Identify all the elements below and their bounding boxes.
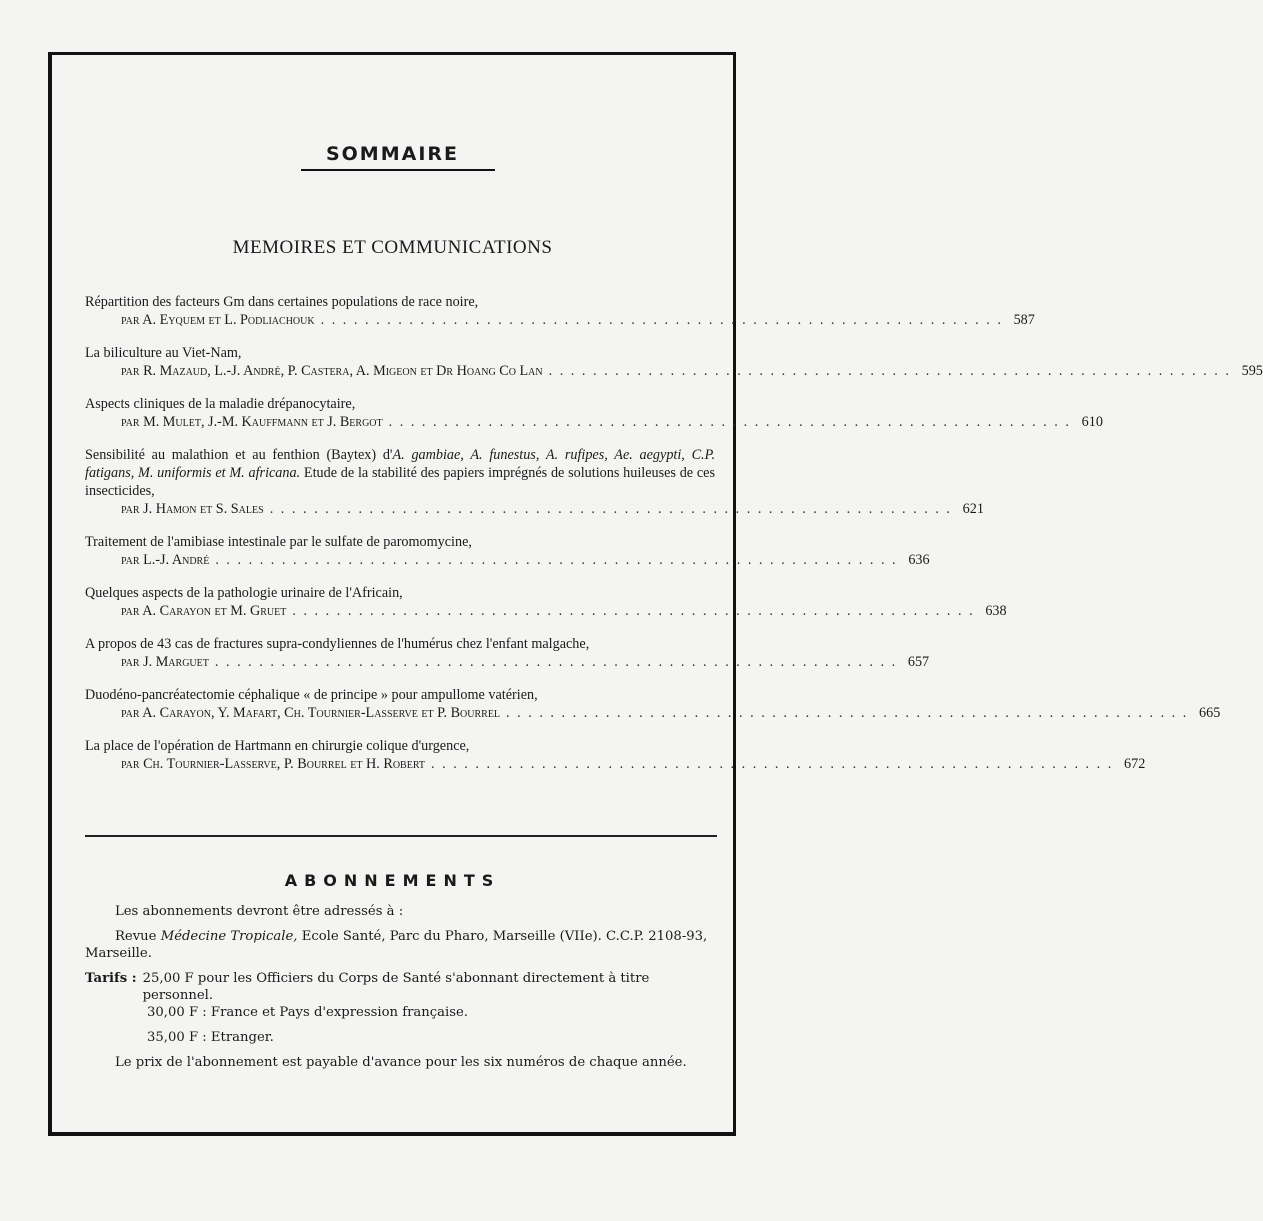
toc-entry-page: 657 (907, 654, 930, 670)
abonnements-intro: Les abonnements devront être adressés à : (115, 904, 404, 919)
toc-entry-authors-line (85, 311, 1035, 329)
toc-entry-authors-line (85, 704, 1221, 722)
toc-entry-title-part: Etude de la stabilité des papiers imprégnés de solutions huileuses de ces insecticides, (85, 465, 715, 499)
toc-entry-authors-line (85, 413, 1103, 431)
toc-entry-authors: par A. Carayon, Y. Mafart, Ch. Tournier-Lasserve et P. Bourrel (121, 705, 501, 721)
table-of-contents (85, 293, 1263, 788)
toc-entry-authors: par L.-J. André (121, 552, 210, 568)
abonnements-heading: ABONNEMENTS (284, 871, 501, 890)
toc-entry-title (85, 446, 715, 500)
abonnements-address (85, 928, 711, 962)
toc-entry (85, 635, 930, 671)
tarif-row (85, 970, 711, 1004)
toc-entry-title: Quelques aspects de la pathologie urinaire de l'Africain, (85, 585, 403, 601)
leader-dots: . . . . . . . . . . . . . . . . . . . . . . . . . . . . . . . . . . . . . . . . . . . . . . . . . . . . . . . . . . . . . . (215, 552, 898, 568)
toc-entry (85, 533, 930, 569)
abonnements-block (85, 903, 711, 1079)
leader-dots: . . . . . . . . . . . . . . . . . . . . . . . . . . . . . . . . . . . . . . . . . . . . . . . . . . . . . . . . . . . . . . (320, 312, 1003, 328)
toc-entry-page: 610 (1081, 414, 1103, 430)
toc-entry-title-part: Sensibilité au malathion et au fenthion (Baytex) d' (85, 447, 393, 463)
toc-entry (85, 737, 1146, 773)
toc-entry-authors: par Ch. Tournier-Lasserve, P. Bourrel et H. Robert (121, 756, 426, 772)
toc-entry-authors: par J. Hamon et S. Sales (121, 501, 264, 517)
toc-entry (85, 344, 1263, 380)
toc-entry-page: 595 (1241, 363, 1263, 379)
tarifs-label: Tarifs : (85, 971, 137, 986)
toc-entry-title: A propos de 43 cas de fractures supra-condyliennes de l'humérus chez l'enfant malgache, (85, 636, 590, 652)
toc-entry (85, 446, 984, 518)
revue-prefix: Revue (115, 929, 161, 944)
toc-entry-page: 621 (962, 501, 984, 517)
leader-dots: . . . . . . . . . . . . . . . . . . . . . . . . . . . . . . . . . . . . . . . . . . . . . . . . . . . . . . . . . . . . . . (292, 603, 975, 619)
toc-entry-authors: par A. Carayon et M. Gruet (121, 603, 287, 619)
toc-entry-page: 587 (1013, 312, 1035, 328)
leader-dots: . . . . . . . . . . . . . . . . . . . . . . . . . . . . . . . . . . . . . . . . . . . . . . . . . . . . . . . . . . . . . . (431, 756, 1114, 772)
leader-dots: . . . . . . . . . . . . . . . . . . . . . . . . . . . . . . . . . . . . . . . . . . . . . . . . . . . . . . . . . . . . . . (506, 705, 1189, 721)
revue-name: Médecine Tropicale, (160, 929, 298, 944)
toc-entry-authors: par J. Marguet (121, 654, 209, 670)
toc-entry (85, 584, 1007, 620)
toc-entry-authors: par R. Mazaud, L.-J. André, P. Castera, A. Migeon et Dr Hoang Co Lan (121, 363, 543, 379)
toc-entry-page: 636 (908, 552, 930, 568)
leader-dots: . . . . . . . . . . . . . . . . . . . . . . . . . . . . . . . . . . . . . . . . . . . . . . . . . . . . . . . . . . . . . . (269, 501, 952, 517)
leader-dots: . . . . . . . . . . . . . . . . . . . . . . . . . . . . . . . . . . . . . . . . . . . . . . . . . . . . . . . . . . . . . . (548, 363, 1231, 379)
toc-entry-title: La biliculture au Viet-Nam, (85, 345, 242, 361)
leader-dots: . . . . . . . . . . . . . . . . . . . . . . . . . . . . . . . . . . . . . . . . . . . . . . . . . . . . . . . . . . . . . . (388, 414, 1071, 430)
sommaire-heading: SOMMAIRE (325, 143, 460, 165)
sommaire-underline (301, 169, 495, 171)
toc-entry-title: La place de l'opération de Hartmann en chirurgie colique d'urgence, (85, 738, 470, 754)
toc-entry-title: Traitement de l'amibiase intestinale par le sulfate de paromomycine, (85, 534, 472, 550)
toc-entry-title: Duodéno-pancréatectomie céphalique « de principe » pour ampullome vatérien, (85, 687, 538, 703)
toc-entry (85, 293, 1035, 329)
toc-entry-title: Aspects cliniques de la maladie drépanocytaire, (85, 396, 356, 412)
toc-entry-authors-line (85, 551, 930, 569)
leader-dots: . . . . . . . . . . . . . . . . . . . . . . . . . . . . . . . . . . . . . . . . . . . . . . . . . . . . . . . . . . . . . . (214, 654, 898, 670)
abonnements-note: Le prix de l'abonnement est payable d'avance pour les six numéros de chaque année. (115, 1055, 687, 1070)
toc-entry-page: 665 (1199, 705, 1221, 721)
toc-entry-authors-line (85, 500, 984, 518)
toc-entry-page: 672 (1124, 756, 1146, 772)
tarif-officiers: 25,00 F pour les Officiers du Corps de Santé s'abonnant directement à titre personnel. (142, 971, 650, 1003)
toc-entry-species: A. gambiae, A. funestus, A. rufipes, Ae. aegypti, C.P. fatigans, M. uniformis et M. africana. (85, 447, 715, 481)
toc-entry-title: Répartition des facteurs Gm dans certaines populations de race noire, (85, 294, 479, 310)
section-title: MEMOIRES ET COMMUNICATIONS (232, 237, 553, 258)
toc-entry-authors-line (85, 653, 930, 671)
tarif-etranger: 35,00 F : Etranger. (147, 1030, 274, 1045)
toc-entry (85, 395, 1103, 431)
toc-entry-authors: par M. Mulet, J.-M. Kauffmann et J. Bergot (121, 414, 383, 430)
section-divider (85, 835, 717, 837)
toc-entry (85, 686, 1221, 722)
toc-entry-authors-line (85, 602, 1007, 620)
toc-entry-authors-line (85, 755, 1146, 773)
revue-address: Ecole Santé, Parc du Pharo, Marseille (VIIe). C.C.P. 2108-93, Marseille. (85, 929, 708, 961)
tarif-france: 30,00 F : France et Pays d'expression française. (147, 1005, 468, 1020)
toc-entry-authors-line (85, 362, 1263, 380)
page-frame (48, 52, 1263, 1136)
tarifs-block (85, 970, 711, 1046)
toc-entry-authors: par A. Eyquem et L. Podliachouk (121, 312, 315, 328)
toc-entry-page: 638 (985, 603, 1007, 619)
